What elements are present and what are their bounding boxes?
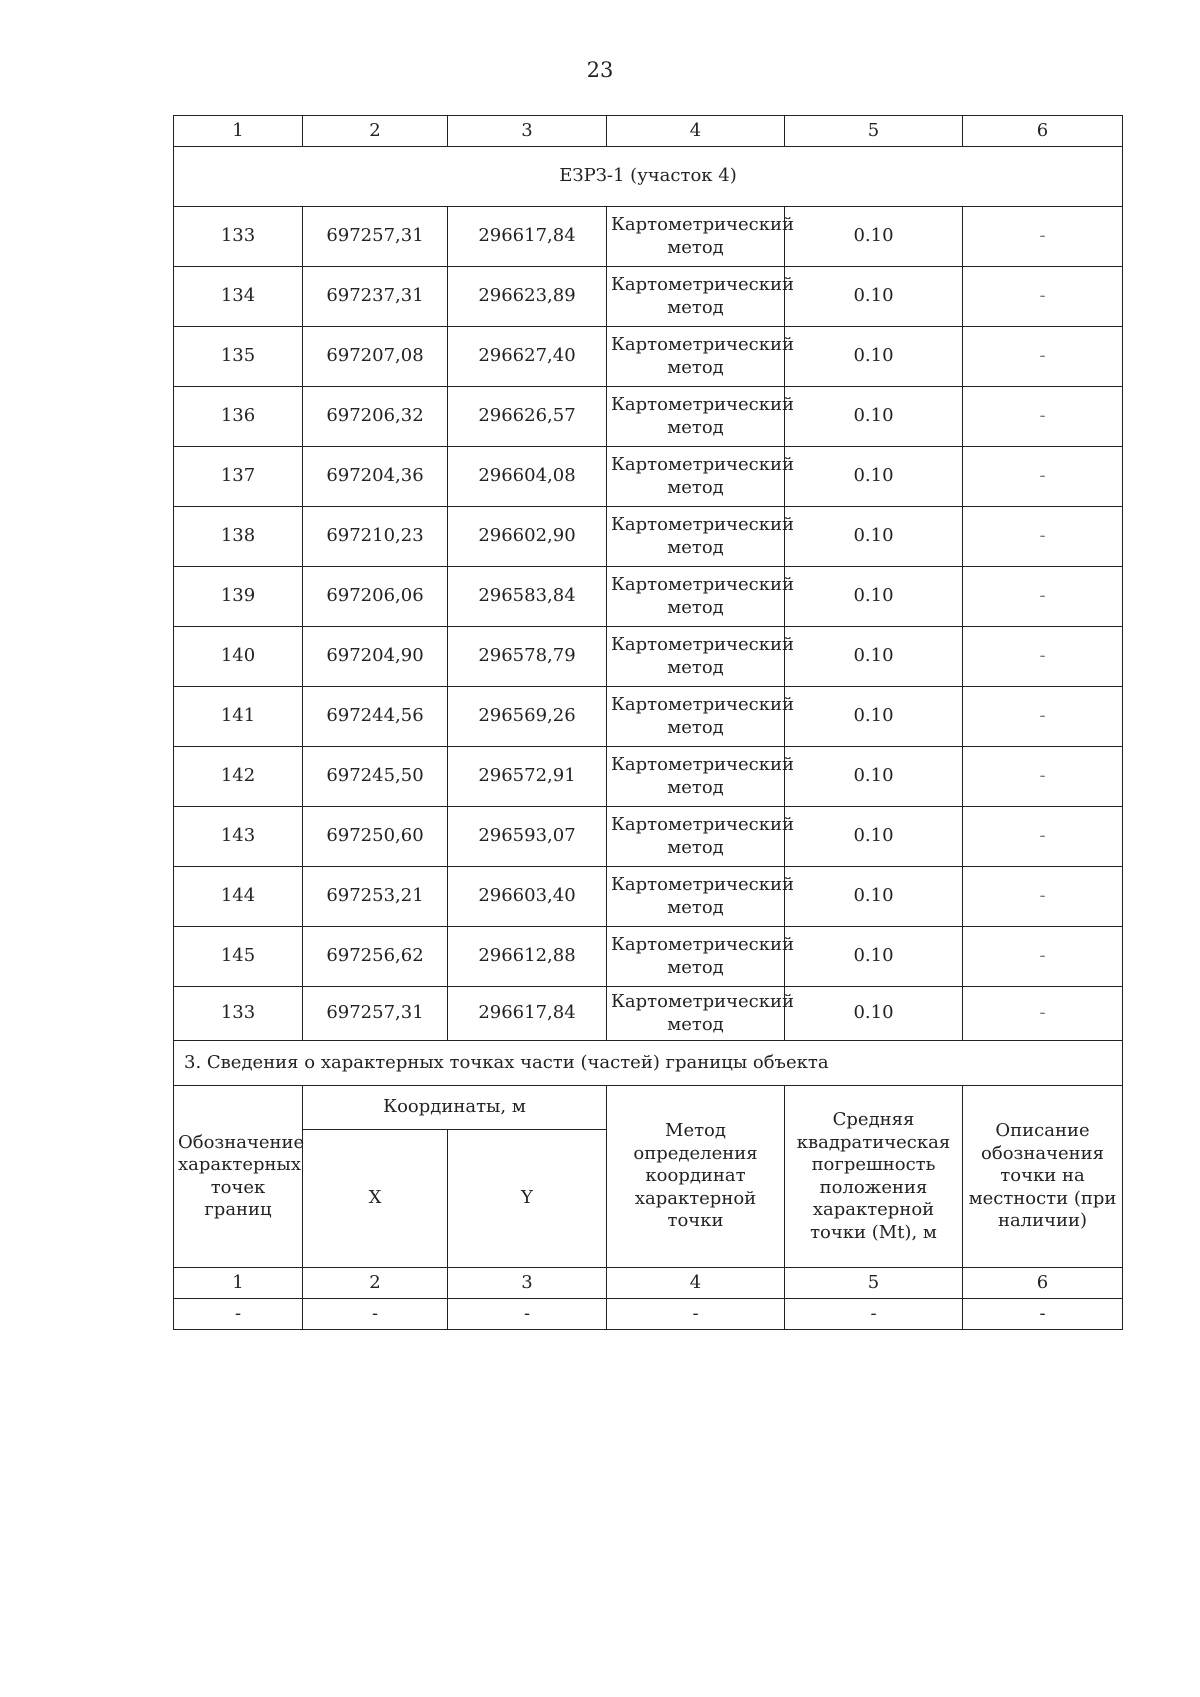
empty-cell: - [174, 1299, 303, 1330]
table-row [174, 567, 1123, 627]
table-row [174, 387, 1123, 447]
section3-empty-row [174, 1299, 1123, 1330]
x-coordinate-cell: 697257,31 [303, 987, 448, 1041]
x-coordinate-cell: 697237,31 [303, 267, 448, 327]
method-cell: Картометрический метод [607, 927, 785, 987]
mt-cell: 0.10 [785, 567, 963, 627]
point-cell: 143 [174, 807, 303, 867]
empty-cell: - [785, 1299, 963, 1330]
header-x: X [303, 1130, 448, 1268]
mt-cell: 0.10 [785, 387, 963, 447]
column-number: 5 [785, 116, 963, 147]
point-cell: 137 [174, 447, 303, 507]
description-cell: - [963, 807, 1123, 867]
mt-cell: 0.10 [785, 627, 963, 687]
mt-cell: 0.10 [785, 507, 963, 567]
description-cell: - [963, 867, 1123, 927]
page-number: 23 [586, 58, 614, 82]
table-row [174, 687, 1123, 747]
method-cell: Картометрический метод [607, 807, 785, 867]
header-point-designation: Обозначение характерных точек границ [174, 1086, 303, 1268]
column-number: 3 [448, 116, 607, 147]
header-y: Y [448, 1130, 607, 1268]
y-coordinate-cell: 296617,84 [448, 207, 607, 267]
description-cell: - [963, 267, 1123, 327]
mt-cell: 0.10 [785, 327, 963, 387]
column-number: 1 [174, 116, 303, 147]
y-coordinate-cell: 296602,90 [448, 507, 607, 567]
method-cell: Картометрический метод [607, 867, 785, 927]
description-cell: - [963, 627, 1123, 687]
header-description: Описание обозначения точки на местности (при наличии) [963, 1086, 1123, 1268]
column-number: 4 [607, 116, 785, 147]
mt-cell: 0.10 [785, 687, 963, 747]
point-cell: 139 [174, 567, 303, 627]
y-coordinate-cell: 296569,26 [448, 687, 607, 747]
description-cell: - [963, 927, 1123, 987]
method-cell: Картометрический метод [607, 747, 785, 807]
column-number: 6 [963, 1268, 1123, 1299]
table-row [174, 447, 1123, 507]
method-cell: Картометрический метод [607, 267, 785, 327]
description-cell: - [963, 447, 1123, 507]
description-cell: - [963, 507, 1123, 567]
point-cell: 140 [174, 627, 303, 687]
empty-cell: - [963, 1299, 1123, 1330]
mt-cell: 0.10 [785, 927, 963, 987]
header-coordinates: Координаты, м [303, 1086, 607, 1130]
table-row [174, 327, 1123, 387]
section3-column-number-row [174, 1268, 1123, 1299]
description-cell: - [963, 687, 1123, 747]
table-row [174, 627, 1123, 687]
method-cell: Картометрический метод [607, 687, 785, 747]
point-cell: 135 [174, 327, 303, 387]
x-coordinate-cell: 697210,23 [303, 507, 448, 567]
point-cell: 133 [174, 207, 303, 267]
column-number: 2 [303, 116, 448, 147]
point-cell: 133 [174, 987, 303, 1041]
y-coordinate-cell: 296617,84 [448, 987, 607, 1041]
description-cell: - [963, 327, 1123, 387]
x-coordinate-cell: 697244,56 [303, 687, 448, 747]
method-cell: Картометрический метод [607, 567, 785, 627]
column-number: 3 [448, 1268, 607, 1299]
x-coordinate-cell: 697206,06 [303, 567, 448, 627]
zone-title-row [174, 147, 1123, 207]
table-row [174, 207, 1123, 267]
column-number: 5 [785, 1268, 963, 1299]
mt-cell: 0.10 [785, 447, 963, 507]
point-cell: 134 [174, 267, 303, 327]
point-cell: 142 [174, 747, 303, 807]
description-cell: - [963, 747, 1123, 807]
x-coordinate-cell: 697206,32 [303, 387, 448, 447]
mt-cell: 0.10 [785, 207, 963, 267]
method-cell: Картометрический метод [607, 327, 785, 387]
y-coordinate-cell: 296627,40 [448, 327, 607, 387]
table-row [174, 267, 1123, 327]
empty-cell: - [607, 1299, 785, 1330]
x-coordinate-cell: 697256,62 [303, 927, 448, 987]
y-coordinate-cell: 296626,57 [448, 387, 607, 447]
x-coordinate-cell: 697245,50 [303, 747, 448, 807]
section3-title-row [174, 1041, 1123, 1086]
table-row [174, 927, 1123, 987]
description-cell: - [963, 987, 1123, 1041]
table-row [174, 807, 1123, 867]
table-row [174, 747, 1123, 807]
point-cell: 141 [174, 687, 303, 747]
point-cell: 145 [174, 927, 303, 987]
method-cell: Картометрический метод [607, 387, 785, 447]
column-number: 1 [174, 1268, 303, 1299]
column-number-row [174, 116, 1123, 147]
mt-cell: 0.10 [785, 807, 963, 867]
description-cell: - [963, 207, 1123, 267]
column-number: 6 [963, 116, 1123, 147]
x-coordinate-cell: 697207,08 [303, 327, 448, 387]
section3-header-row [174, 1086, 1123, 1130]
mt-cell: 0.10 [785, 987, 963, 1041]
method-cell: Картометрический метод [607, 447, 785, 507]
y-coordinate-cell: 296593,07 [448, 807, 607, 867]
y-coordinate-cell: 296578,79 [448, 627, 607, 687]
y-coordinate-cell: 296612,88 [448, 927, 607, 987]
method-cell: Картометрический метод [607, 627, 785, 687]
x-coordinate-cell: 697253,21 [303, 867, 448, 927]
y-coordinate-cell: 296572,91 [448, 747, 607, 807]
mt-cell: 0.10 [785, 867, 963, 927]
mt-cell: 0.10 [785, 267, 963, 327]
header-method: Метод определения координат характерной точки [607, 1086, 785, 1268]
point-cell: 138 [174, 507, 303, 567]
table-row [174, 507, 1123, 567]
column-number: 2 [303, 1268, 448, 1299]
column-number: 4 [607, 1268, 785, 1299]
method-cell: Картометрический метод [607, 507, 785, 567]
coordinates-table [173, 115, 1123, 1330]
point-cell: 136 [174, 387, 303, 447]
empty-cell: - [303, 1299, 448, 1330]
x-coordinate-cell: 697257,31 [303, 207, 448, 267]
table-row [174, 987, 1123, 1041]
method-cell: Картометрический метод [607, 987, 785, 1041]
zone-title: ЕЗРЗ-1 (участок 4) [174, 147, 1123, 207]
table-row [174, 867, 1123, 927]
x-coordinate-cell: 697204,36 [303, 447, 448, 507]
x-coordinate-cell: 697204,90 [303, 627, 448, 687]
mt-cell: 0.10 [785, 747, 963, 807]
point-cell: 144 [174, 867, 303, 927]
x-coordinate-cell: 697250,60 [303, 807, 448, 867]
method-cell: Картометрический метод [607, 207, 785, 267]
y-coordinate-cell: 296603,40 [448, 867, 607, 927]
empty-cell: - [448, 1299, 607, 1330]
y-coordinate-cell: 296604,08 [448, 447, 607, 507]
y-coordinate-cell: 296623,89 [448, 267, 607, 327]
description-cell: - [963, 567, 1123, 627]
y-coordinate-cell: 296583,84 [448, 567, 607, 627]
section3-title: 3. Сведения о характерных точках части (частей) границы объекта [174, 1041, 1123, 1086]
description-cell: - [963, 387, 1123, 447]
header-mt: Средняя квадратическая погрешность положения характерной точки (Mt), м [785, 1086, 963, 1268]
